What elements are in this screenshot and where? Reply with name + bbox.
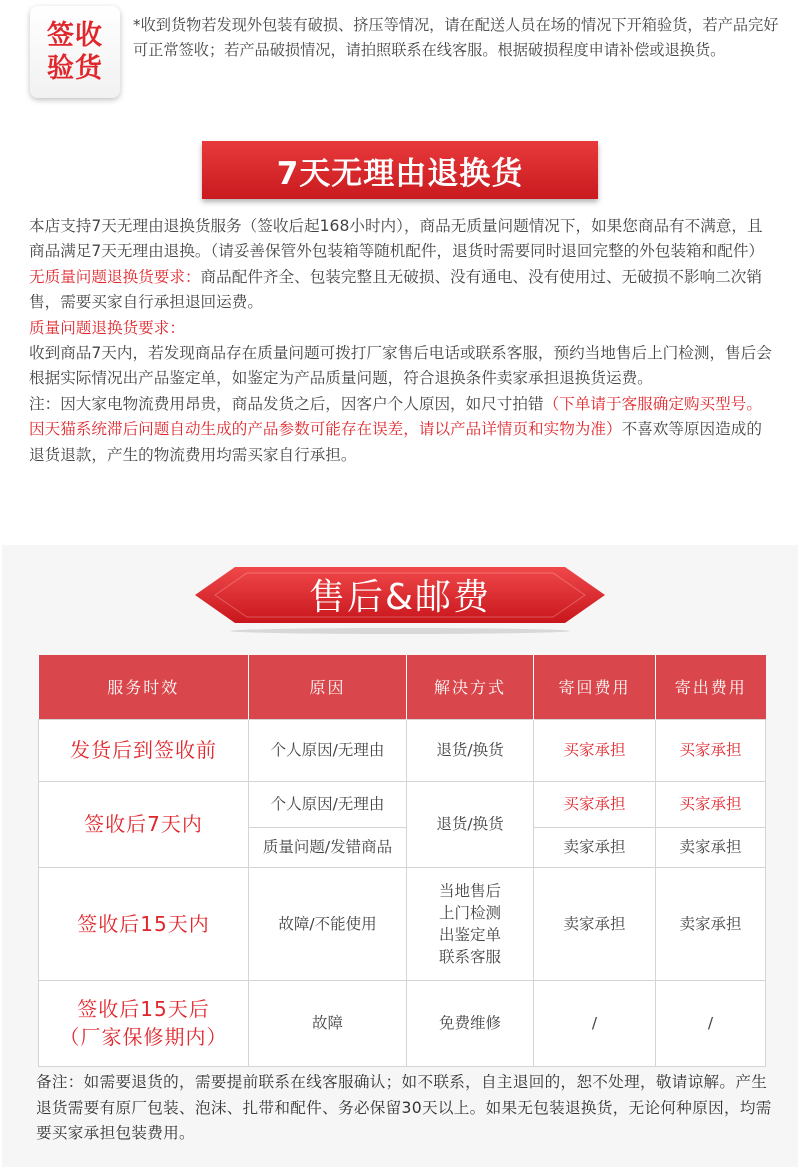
solution-line: 联系客服 <box>438 947 501 966</box>
return-fee-cell: / <box>534 980 656 1066</box>
policy-no-quality <box>29 265 777 316</box>
inspect-section <box>0 0 800 120</box>
table-row <box>39 781 766 827</box>
header-solution: 解决方式 <box>407 655 534 719</box>
policy-intro: 本店支持7天无理由退换货服务（签收后起168小时内），商品无质量问题情况下，如果您商品有不满意，且商品满足7天无理由退换。（请妥善保管外包装箱等随机配件，退货时需要同时退回完整的外包装箱和配件） <box>29 217 765 261</box>
return-fee-cell: 卖家承担 <box>534 867 656 980</box>
return-fee-cell: 买家承担 <box>534 719 656 781</box>
header-return-fee: 寄回费用 <box>534 655 656 719</box>
inspect-badge-line2: 验货 <box>47 53 103 84</box>
policy-note <box>29 392 777 468</box>
no-quality-label: 无质量问题退换货要求： <box>29 267 201 286</box>
reason-cell: 质量问题/发错商品 <box>249 827 407 867</box>
header-reason: 原因 <box>249 655 407 719</box>
seven-day-return-title: 7天无理由退换货 <box>276 155 524 192</box>
service-period-cell <box>39 980 249 1066</box>
send-fee-cell: 买家承担 <box>656 781 766 827</box>
solution-line: 当地售后 <box>438 881 501 900</box>
quality-label: 质量问题退换货要求： <box>29 318 185 337</box>
header-send-fee: 寄出费用 <box>656 655 766 719</box>
aftersale-title: 售后&邮费 <box>308 576 492 618</box>
inspect-badge-line1: 签收 <box>47 20 103 51</box>
solution-cell <box>407 867 534 980</box>
reason-cell: 故障 <box>249 980 407 1066</box>
service-period-cell: 签收后15天内 <box>39 867 249 980</box>
solution-cell: 退货/换货 <box>407 719 534 781</box>
header-service-period: 服务时效 <box>39 655 249 719</box>
reason-cell: 个人原因/无理由 <box>249 781 407 827</box>
solution-cell: 免费维修 <box>407 980 534 1066</box>
service-period-cell: 签收后7天内 <box>39 781 249 867</box>
table-row <box>39 980 766 1066</box>
policy-note-red: （下单请于客服确定购买型号。因天猫系统滞后问题自动生成的产品参数可能存在误差，请以产品详情页和实物为准） <box>29 394 762 439</box>
inspect-text: *收到货物若发现外包装有破损、挤压等情况，请在配送人员在场的情况下开箱验货，若产品完好可正常签收；若产品破损情况，请拍照联系在线客服。根据破损程度申请补偿或退换货。 <box>133 16 779 59</box>
policy-note-suffix: 不喜欢等原因造成的退货退款，产生的物流费用均需买家自行承担。 <box>29 420 762 464</box>
solution-line: 上门检测 <box>438 903 501 922</box>
send-fee-cell: 买家承担 <box>656 719 766 781</box>
send-fee-cell: / <box>656 980 766 1066</box>
inspect-badge <box>30 6 120 98</box>
service-period-line: 签收后15天后 <box>77 997 210 1021</box>
aftersale-note: 备注：如需要退货的，需要提前联系在线客服确认；如不联系，自主退回的，恕不处理，敬请谅解。产生退货需要有原厂包装、泡沫、扎带和配件、务必保留30天以上。如果无包装退换货，无论何种原因，均需要买家承担包装费用。 <box>36 1073 772 1142</box>
no-quality-text: 商品配件齐全、包装完整且无破损、没有通电、没有使用过、无破损不影响二次销售，需要买家自行承担退回运费。 <box>29 267 762 312</box>
service-period-line: （厂家保修期内） <box>59 1025 228 1049</box>
solution-cell: 退货/换货 <box>407 781 534 867</box>
service-period-cell: 发货后到签收前 <box>39 719 249 781</box>
reason-cell: 故障/不能使用 <box>249 867 407 980</box>
reason-cell: 个人原因/无理由 <box>249 719 407 781</box>
send-fee-cell: 卖家承担 <box>656 867 766 980</box>
table-header-row <box>39 655 766 719</box>
solution-line: 出鉴定单 <box>438 925 501 944</box>
table-row <box>39 867 766 980</box>
aftersale-fee-table <box>38 655 766 1067</box>
seven-day-return-banner <box>202 141 598 199</box>
return-policy-text <box>29 214 777 468</box>
quality-text: 收到商品7天内，若发现商品存在质量问题可拨打厂家售后电话或联系客服，预约当地售后上门检测，售后会根据实际情况出产品鉴定单，如鉴定为产品质量问题，符合退换条件卖家承担退换货运费。 <box>29 344 772 388</box>
table-row <box>39 719 766 781</box>
return-fee-cell: 买家承担 <box>534 781 656 827</box>
send-fee-cell: 卖家承担 <box>656 827 766 867</box>
policy-note-prefix: 注：因大家电物流费用昂贵，商品发货之后，因客户个人原因，如尺寸拍错 <box>29 394 544 413</box>
return-fee-cell: 卖家承担 <box>534 827 656 867</box>
